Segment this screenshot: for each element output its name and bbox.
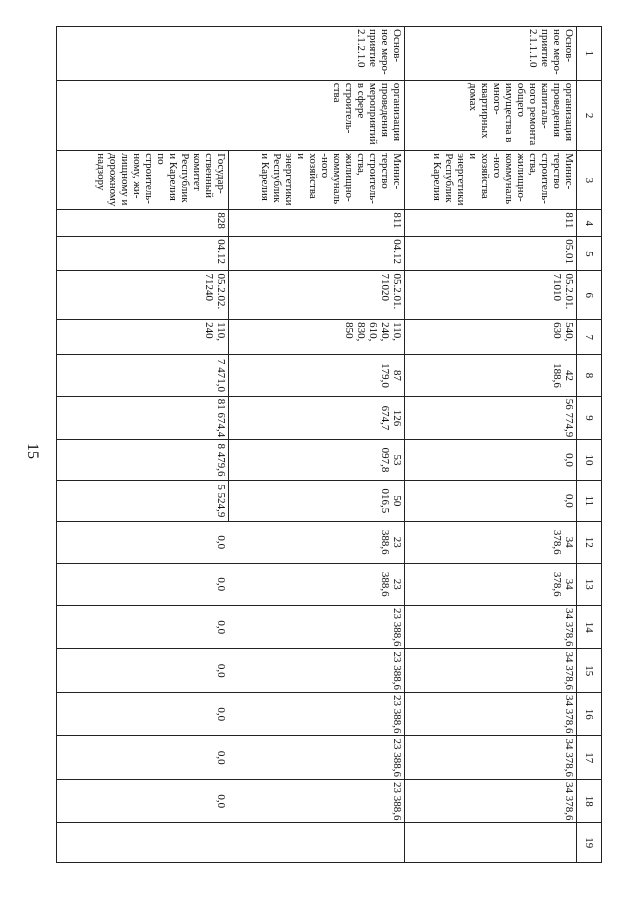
col-header: 8 — [577, 355, 602, 396]
activity-code: Основ-ное меро-приятие 2.1.1.1.0 — [405, 27, 577, 81]
col-header: 17 — [577, 736, 602, 780]
cell: 34 378,6 — [405, 692, 577, 736]
cell: 05.01 — [405, 237, 577, 271]
cell: 50 016,5 — [229, 480, 405, 521]
cell: 7 471,0 — [57, 355, 229, 396]
col-header: 14 — [577, 605, 602, 649]
cell — [229, 823, 405, 863]
col-header: 10 — [577, 440, 602, 480]
executor: Минис-терство строитель-ства, жилищно-коммуналь-ного хозяйства и энергетики Республики Карелия — [229, 151, 405, 210]
cell: 811 — [229, 210, 405, 237]
col-header: 18 — [577, 779, 602, 823]
cell: 0,0 — [57, 563, 229, 605]
cell: 0,0 — [57, 736, 229, 780]
activity-code: Основ-ное меро-приятие 2.1.2.1.0 — [57, 27, 405, 81]
cell: 42 188,6 — [405, 355, 577, 396]
budget-table — [56, 26, 602, 863]
col-header: 6 — [577, 271, 602, 320]
col-header: 15 — [577, 649, 602, 693]
col-header: 19 — [577, 823, 602, 863]
activity-name: организация проведения мероприятий в сфере строитель-ства — [57, 80, 405, 150]
cell: 0,0 — [57, 779, 229, 823]
cell: 05.2.01. 71020 — [229, 271, 405, 320]
col-header: 3 — [577, 151, 602, 210]
activity-name: организация проведения капиталь-ного ремонта общего имущества в много-квартирных домах — [405, 80, 577, 150]
cell: 0,0 — [57, 692, 229, 736]
cell: 34 378,6 — [405, 563, 577, 605]
cell: 23 388,6 — [229, 522, 405, 563]
cell: 5 524,9 — [57, 480, 229, 521]
executor: Минис-терство строитель-ства, жилищно-коммуналь-ного хозяйства и энергетики Республики Карелия — [405, 151, 577, 210]
col-header: 5 — [577, 237, 602, 271]
cell: 0,0 — [405, 440, 577, 480]
col-header: 12 — [577, 522, 602, 563]
cell: 53 097,8 — [229, 440, 405, 480]
cell: 05.2.02. 71240 — [57, 271, 229, 320]
col-header: 2 — [577, 80, 602, 150]
cell: 8 479,6 — [57, 440, 229, 480]
cell — [57, 823, 229, 863]
cell: 0,0 — [57, 605, 229, 649]
table-row — [229, 27, 405, 863]
cell: 540, 630 — [405, 320, 577, 355]
page-number: 15 — [24, 443, 41, 459]
cell: 110, 240, 610, 830, 850 — [229, 320, 405, 355]
cell: 05.2.01. 71010 — [405, 271, 577, 320]
cell: 0,0 — [57, 649, 229, 693]
cell: 23 388,6 — [229, 649, 405, 693]
cell: 04.12 — [57, 237, 229, 271]
table-frame — [59, 26, 602, 863]
cell — [405, 823, 577, 863]
cell: 23 388,6 — [229, 779, 405, 823]
cell: 34 378,6 — [405, 736, 577, 780]
col-header: 7 — [577, 320, 602, 355]
col-header: 16 — [577, 692, 602, 736]
executor: Государ-ственный комитет Республики Карелия по строитель-ному, жи-лищному и дорожному надзору — [57, 151, 229, 210]
cell: 0,0 — [57, 522, 229, 563]
col-header: 9 — [577, 396, 602, 440]
cell: 23 388,6 — [229, 605, 405, 649]
cell: 23 388,6 — [229, 692, 405, 736]
cell: 04.12 — [229, 237, 405, 271]
col-header: 4 — [577, 210, 602, 237]
table-row — [405, 27, 577, 863]
cell: 34 378,6 — [405, 649, 577, 693]
cell: 0,0 — [405, 480, 577, 521]
cell: 87 179,0 — [229, 355, 405, 396]
col-header: 13 — [577, 563, 602, 605]
cell: 811 — [405, 210, 577, 237]
cell: 23 388,6 — [229, 736, 405, 780]
rotated-table — [59, 26, 602, 863]
cell: 110, 240 — [57, 320, 229, 355]
cell: 23 388,6 — [229, 563, 405, 605]
cell: 34 378,6 — [405, 779, 577, 823]
table-row — [57, 27, 229, 863]
cell: 56 774,9 — [405, 396, 577, 440]
col-header: 11 — [577, 480, 602, 521]
cell: 34 378,6 — [405, 522, 577, 563]
header-row — [577, 27, 602, 863]
cell: 126 674,7 — [229, 396, 405, 440]
col-header: 1 — [577, 27, 602, 81]
cell: 81 674,4 — [57, 396, 229, 440]
cell: 828 — [57, 210, 229, 237]
cell: 34 378,6 — [405, 605, 577, 649]
